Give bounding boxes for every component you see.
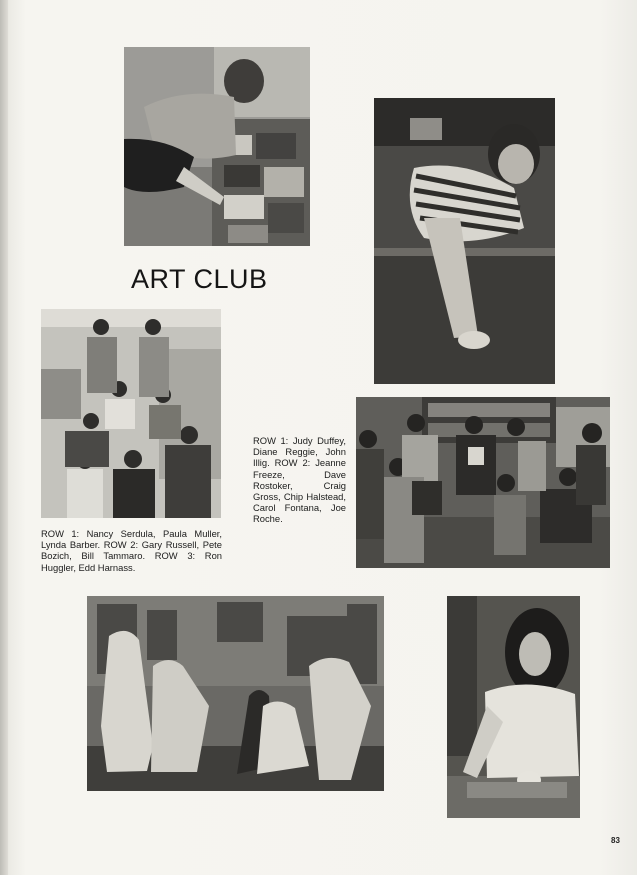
photo-group-right [356, 397, 610, 568]
photo-student-kneeling-with-paintings [124, 47, 310, 246]
caption-group-left: ROW 1: Nancy Serdula, Paula Muller, Lynda Barber. ROW 2: Gary Russell, Pete Bozich, Bill Tammaro. ROW 3: Ron Huggler, Edd Harnass. [41, 528, 222, 573]
page-title: ART CLUB [131, 264, 268, 294]
page-spine [0, 0, 8, 875]
photo-mural-figures [87, 596, 384, 791]
photo-student-painting [447, 596, 580, 818]
caption-group-right: ROW 1: Judy Duffey, Diane Reggie, John Illig. ROW 2: Jeanne Freeze, Dave Rostoker, Craig Gross, Chip Halstead, Carol Fontana, Joe Roche. [253, 435, 346, 525]
photo-group-left [41, 309, 221, 518]
photo-student-striped-shirt [374, 98, 555, 384]
page-number: 83 [611, 836, 620, 845]
